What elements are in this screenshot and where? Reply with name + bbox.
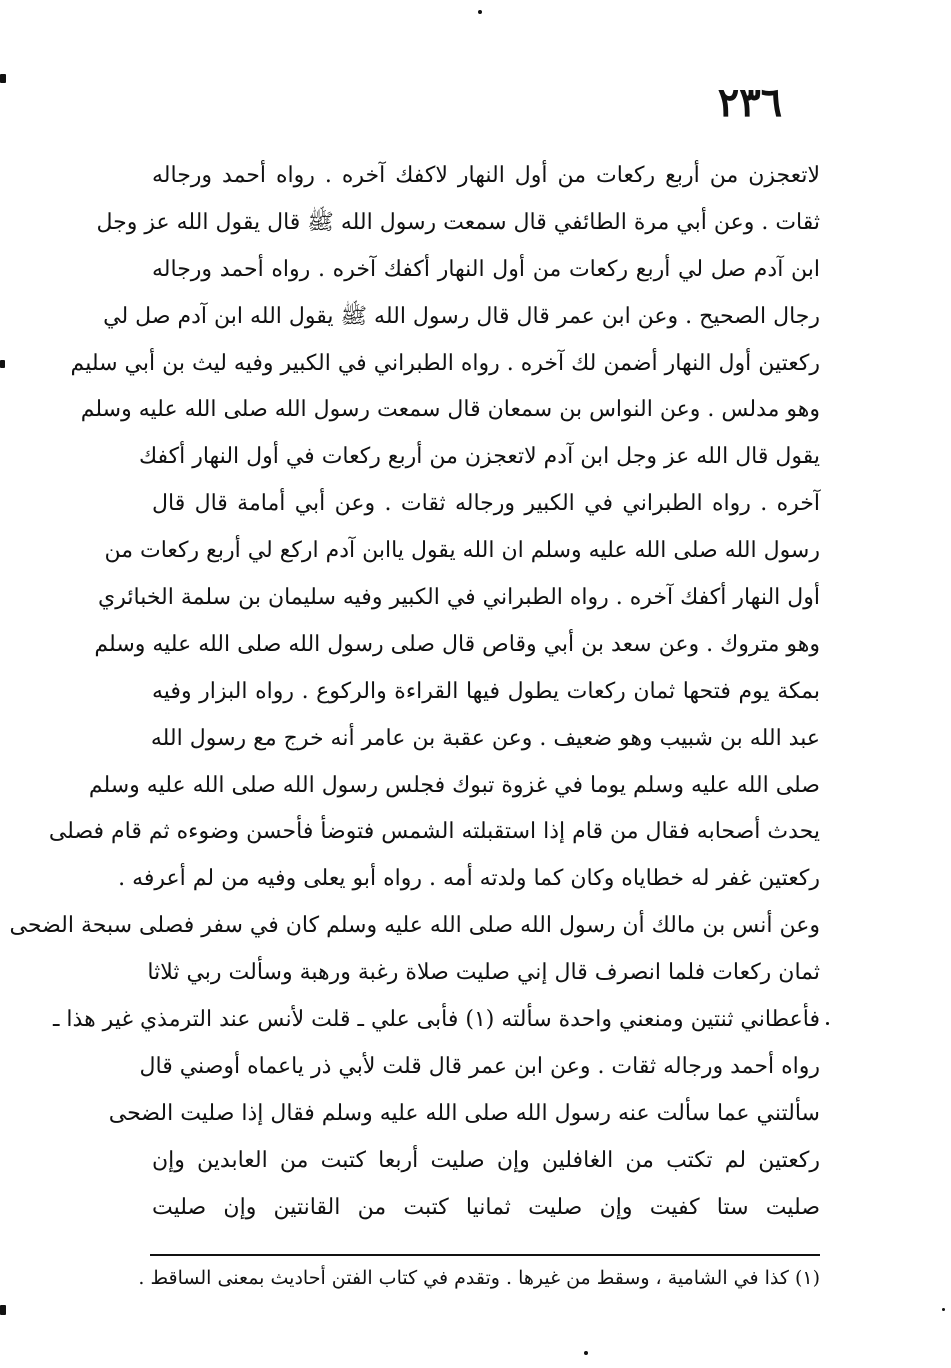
text-line: صلى الله عليه وسلم يوما في غزوة تبوك فجلس رسول الله صلى الله عليه وسلم: [88, 772, 820, 798]
text-line: وهو متروك . وعن سعد بن أبي وقاص قال صلى رسول الله صلى الله عليه وسلم: [94, 631, 820, 657]
text-line: آخره . رواه الطبراني في الكبير ورجاله ثقات . وعن أبي أمامة قال قال: [152, 491, 820, 517]
text-line: بمكة يوم فتحها ثمان ركعات يطول فيها القراءة والركوع . رواه البزار وفيه: [152, 678, 820, 704]
text-line: ركعتين غفر له خطاياه وكان كما ولدته أمه . رواه أبو يعلى وفيه من لم أعرفه .: [118, 866, 820, 892]
scan-edge-mark: [0, 1305, 6, 1315]
text-line: فأعطاني ثنتين ومنعني واحدة سألته (١) فأبى علي ـ قلت لأنس عند الترمذي غير هذا ـ: [52, 1007, 820, 1033]
scan-dot-mark: [826, 1022, 829, 1025]
scan-dot-mark: [942, 1308, 945, 1311]
text-line: وعن أنس بن مالك أن رسول الله صلى الله عليه وسلم كان في سفر فصلى سبحة الضحى: [9, 913, 820, 939]
text-line: ثقات . وعن أبي مرة الطائفي قال سمعت رسول الله ﷺ قال يقول الله عز وجل: [96, 209, 820, 235]
text-line: يحدث أصحابه فقال من قام إذا استقبلته الشمس فتوضأ فأحسن وضوءه ثم قام فصلى: [48, 819, 820, 845]
text-line: ركعتين لم تكتب من الغافلين وإن صليت أربعا كتبت من العابدين وإن: [152, 1147, 820, 1173]
text-line: عبد الله بن شبيب وهو ضعيف . وعن عقبة بن عامر أنه خرج مع رسول الله: [150, 725, 820, 751]
main-text-block: [9, 153, 820, 1231]
text-line: أول النهار أكفك آخره . رواه الطبراني في الكبير وفيه سليمان بن سلمة الخبائري: [98, 585, 820, 611]
text-line: صليت ستا كفيت وإن صليت ثمانيا كتبت من القانتين وإن صليت: [152, 1194, 820, 1220]
scan-edge-mark: [0, 74, 6, 83]
text-line: وهو مدلس . وعن النواس بن سمعان قال سمعت رسول الله صلى الله عليه وسلم: [80, 397, 820, 423]
text-line: ثمان ركعات فلما انصرف قال إني صليت صلاة رغبة ورهبة وسألت ربي ثلاثا: [147, 960, 820, 986]
text-line: رجال الصحيح . وعن ابن عمر قال قال رسول الله ﷺ يقول الله ابن آدم صل لي: [103, 303, 820, 329]
page-number: ٢٣٦: [717, 79, 783, 126]
text-line: رواه أحمد ورجاله ثقات . وعن ابن عمر قال قلت لأبي ذر ياعماه أوصني قال: [139, 1053, 820, 1079]
text-line: رسول الله صلى الله عليه وسلم ان الله يقول ياابن آدم اركع لي أربع ركعات من: [104, 538, 820, 564]
text-line: ابن آدم صل لي أربع ركعات من أول النهار أكفك آخره . رواه أحمد ورجاله: [152, 256, 820, 282]
footnote-divider: [150, 1254, 820, 1256]
scan-dot-mark: [478, 10, 482, 14]
footnote: (١) كذا في الشامية ، وسقط من غيرها . وتقدم في كتاب الفتن أحاديث بمعنى الساقط .: [138, 1267, 820, 1289]
scan-edge-mark: [0, 360, 5, 368]
text-line: يقول قال الله عز وجل ابن آدم لاتعجزن من أربع ركعات في أول النهار أكفك: [138, 444, 820, 470]
text-line: سألتني عما سألت عنه رسول الله صلى الله عليه وسلم فقال إذا صليت الضحى: [108, 1100, 820, 1126]
text-line: ركعتين أول النهار أضمن لك آخره . رواه الطبراني في الكبير وفيه ليث بن أبي سليم: [70, 350, 820, 376]
text-line: لاتعجزن من أربع ركعات من أول النهار لاكفك آخره . رواه أحمد ورجاله: [152, 163, 820, 188]
scan-dot-mark: [584, 1351, 588, 1355]
